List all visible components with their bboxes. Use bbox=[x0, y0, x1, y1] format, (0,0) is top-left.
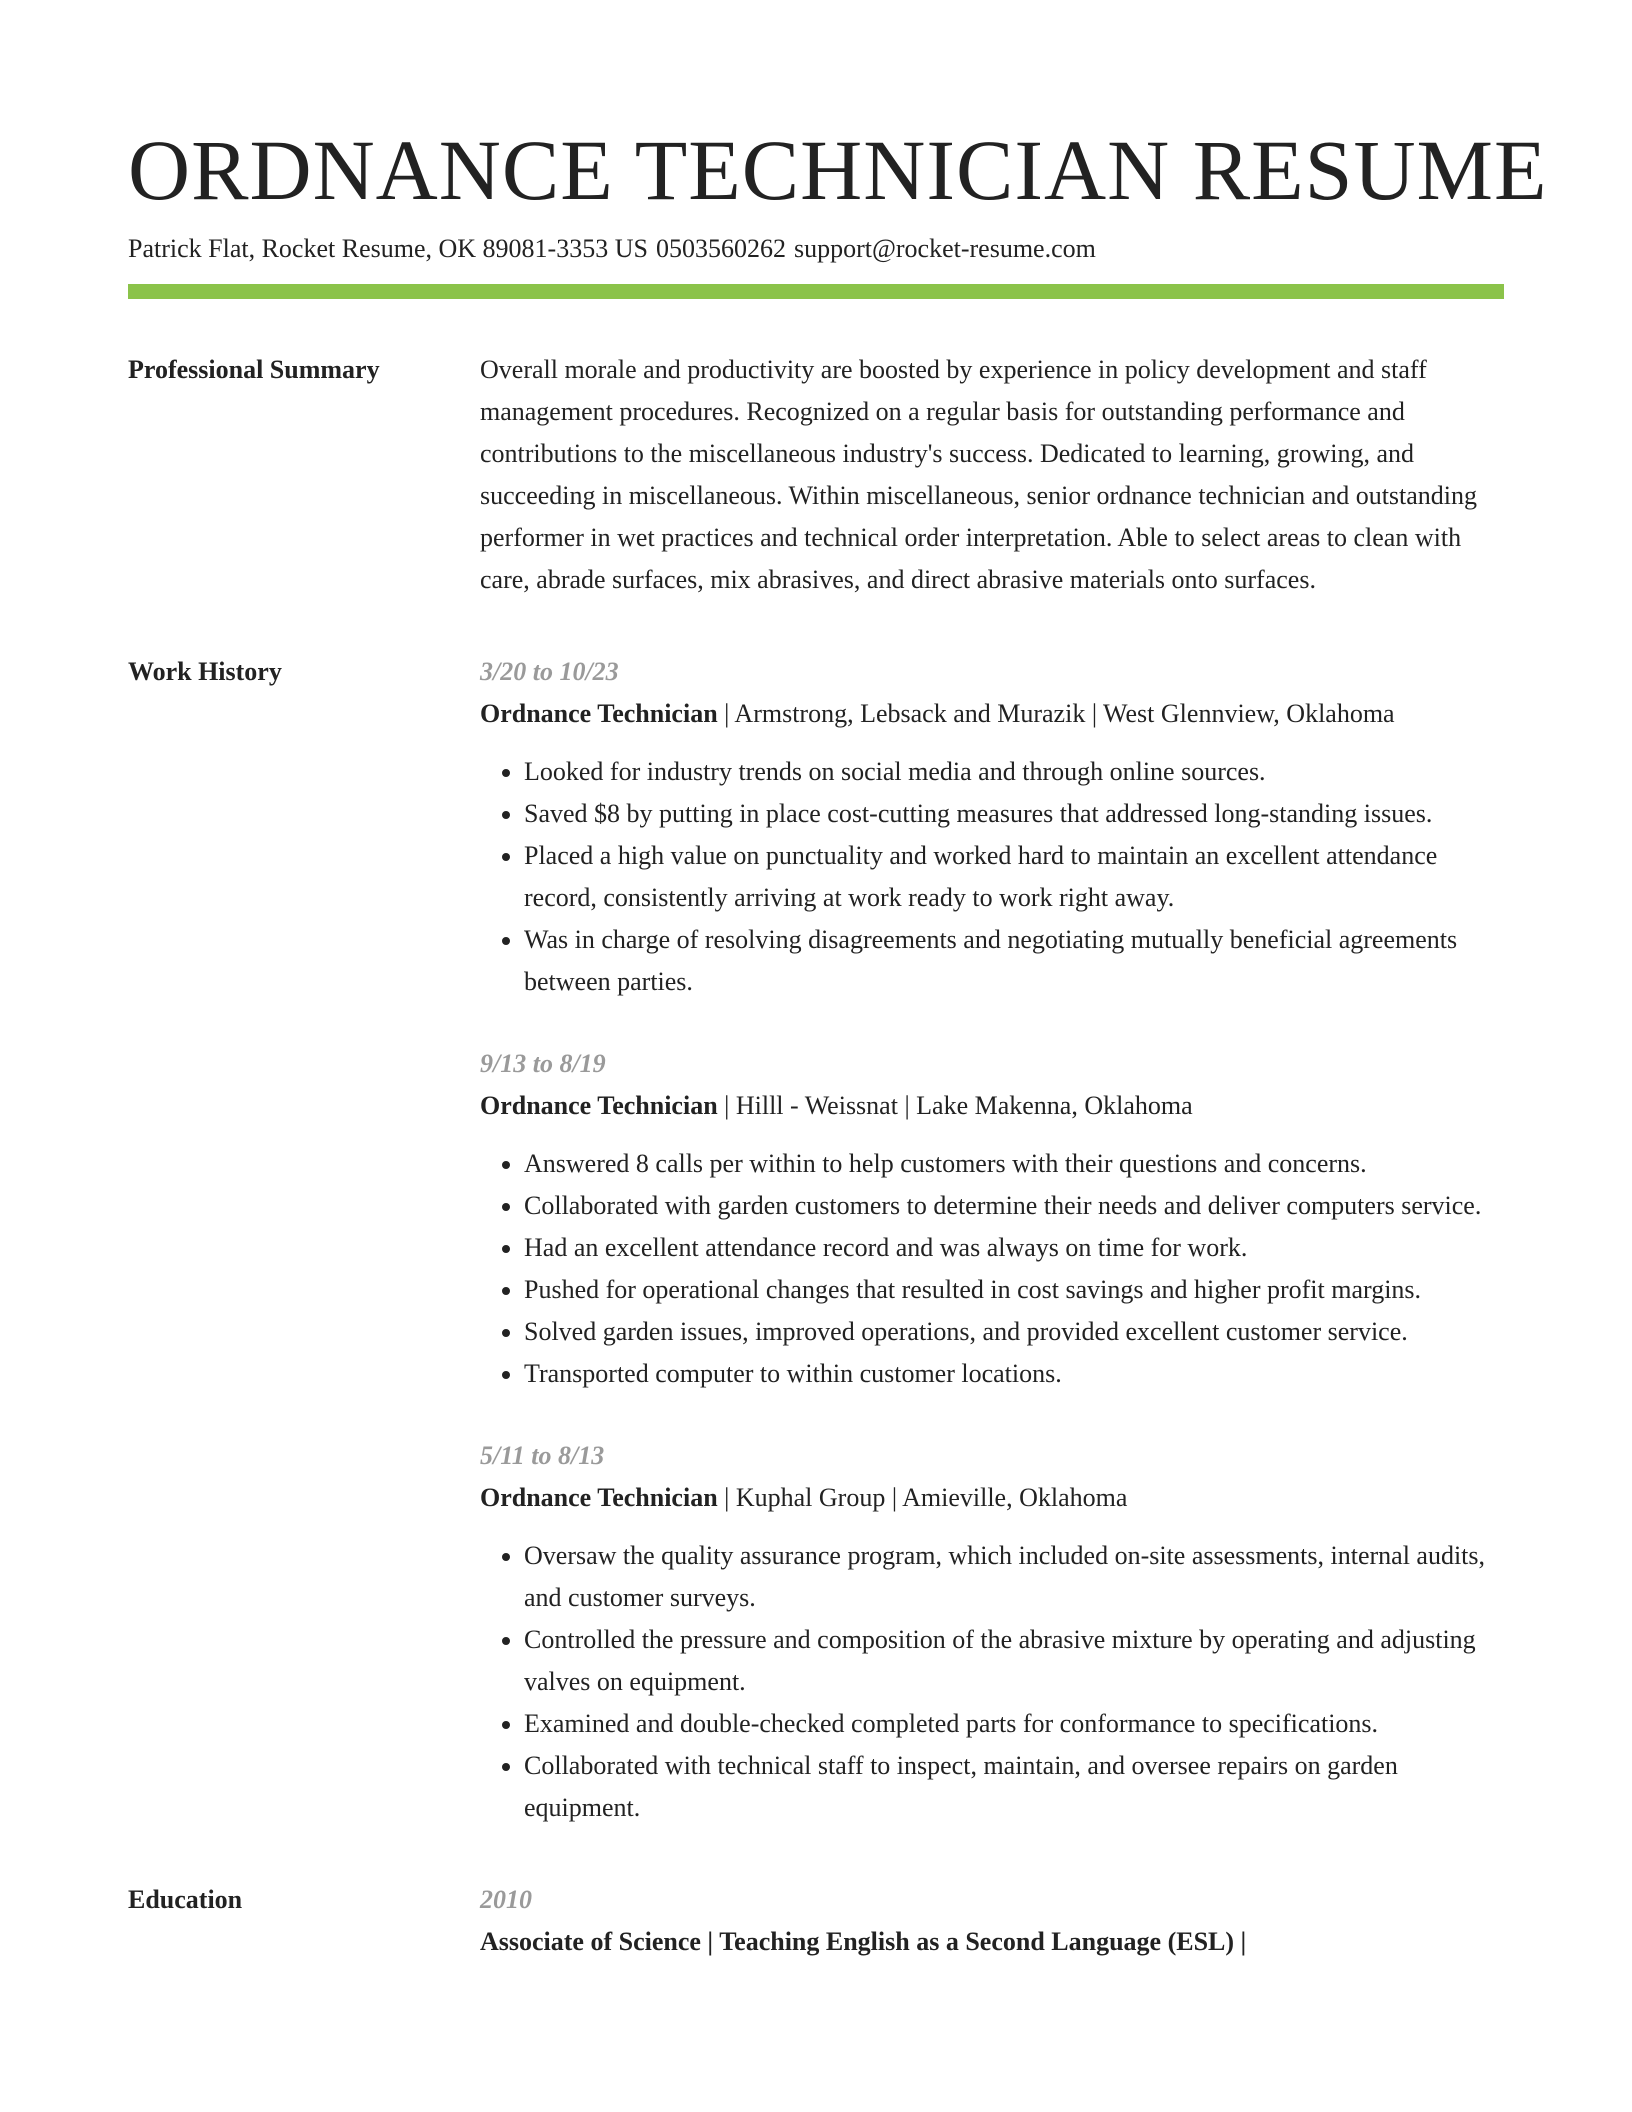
job-bullets bbox=[480, 751, 1504, 1003]
job-role: Ordnance Technician bbox=[480, 1091, 718, 1120]
job-heading bbox=[480, 1477, 1504, 1519]
resume-title: ORDNANCE TECHNICIAN RESUME bbox=[128, 122, 1548, 218]
job-heading bbox=[480, 693, 1504, 735]
job-entry-2 bbox=[480, 1043, 1504, 1395]
contact-phone: 0503560262 bbox=[655, 234, 786, 263]
contact-email: support@rocket-resume.com bbox=[793, 234, 1096, 263]
job-dates: 3/20 to 10/23 bbox=[480, 657, 619, 686]
job-dates: 5/11 to 8/13 bbox=[480, 1441, 605, 1470]
resume-page bbox=[128, 120, 1548, 1963]
list-item: • Oversaw the quality assurance program, which included on-site assessments, internal audits, and customer surveys. bbox=[524, 1535, 1504, 1619]
list-item: • Had an excellent attendance record and was always on time for work. bbox=[524, 1227, 1504, 1269]
job-role: Ordnance Technician bbox=[480, 1483, 718, 1512]
job-bullets bbox=[480, 1535, 1504, 1829]
list-item: • Solved garden issues, improved operations, and provided excellent customer service. bbox=[524, 1311, 1504, 1353]
job-entry-3 bbox=[480, 1435, 1504, 1829]
list-item: • Answered 8 calls per within to help customers with their questions and concerns. bbox=[524, 1143, 1504, 1185]
list-item: • Placed a high value on punctuality and worked hard to maintain an excellent attendance record, consistently arriving at work ready to work right away. bbox=[524, 835, 1504, 919]
education-body bbox=[480, 1879, 1504, 1963]
list-item: • Looked for industry trends on social media and through online sources. bbox=[524, 751, 1504, 793]
summary-text: Overall morale and productivity are boosted by experience in policy development and staff management procedures. Recognized on a regular basis for outstanding performance and contributions to the miscellaneous industry's success. Dedicated to learning, growing, and succeeding in miscellaneous. Within miscellaneous, senior ordnance technician and outstanding performer in wet practices and technical order interpretation. Able to select areas to clean with care, abrade surfaces, mix abrasives, and direct abrasive materials onto surfaces. bbox=[480, 355, 1478, 594]
job-details: | Kuphal Group | Amieville, Oklahoma bbox=[717, 1483, 1128, 1512]
job-entry-1 bbox=[480, 651, 1504, 1003]
list-item: • Pushed for operational changes that resulted in cost savings and higher profit margins. bbox=[524, 1269, 1504, 1311]
job-dates: 9/13 to 8/19 bbox=[480, 1049, 606, 1078]
summary-section bbox=[128, 349, 1504, 601]
education-year: 2010 bbox=[480, 1885, 532, 1914]
list-item: • Controlled the pressure and composition of the abrasive mixture by operating and adjusting valves on equipment. bbox=[524, 1619, 1504, 1703]
job-heading bbox=[480, 1085, 1504, 1127]
list-item: • Examined and double-checked completed parts for conformance to specifications. bbox=[524, 1703, 1504, 1745]
list-item: • Transported computer to within customer locations. bbox=[524, 1353, 1504, 1395]
list-item: • Saved $8 by putting in place cost-cutting measures that addressed long-standing issues. bbox=[524, 793, 1504, 835]
list-item: • Collaborated with garden customers to determine their needs and deliver computers service. bbox=[524, 1185, 1504, 1227]
list-item: • Collaborated with technical staff to inspect, maintain, and oversee repairs on garden equipment. bbox=[524, 1745, 1504, 1829]
summary-body bbox=[480, 349, 1504, 601]
summary-label: Professional Summary bbox=[128, 355, 380, 384]
header-divider bbox=[128, 284, 1504, 299]
contact-line bbox=[128, 232, 1504, 266]
work-history-body bbox=[480, 651, 1504, 1829]
job-role: Ordnance Technician bbox=[480, 699, 718, 728]
job-details: | Hilll - Weissnat | Lake Makenna, Oklahoma bbox=[717, 1091, 1193, 1120]
work-history-section bbox=[128, 651, 1504, 1829]
job-details: | Armstrong, Lebsack and Murazik | West Glennview, Oklahoma bbox=[717, 699, 1395, 728]
work-history-label: Work History bbox=[128, 657, 282, 686]
list-item: • Was in charge of resolving disagreements and negotiating mutually beneficial agreements between parties. bbox=[524, 919, 1504, 1003]
education-degree: Associate of Science | Teaching English as a Second Language (ESL) | bbox=[480, 1927, 1247, 1956]
education-section bbox=[128, 1879, 1504, 1963]
education-label: Education bbox=[128, 1885, 243, 1914]
contact-address: Patrick Flat, Rocket Resume, OK 89081-3353 US bbox=[128, 234, 648, 263]
job-bullets bbox=[480, 1143, 1504, 1395]
